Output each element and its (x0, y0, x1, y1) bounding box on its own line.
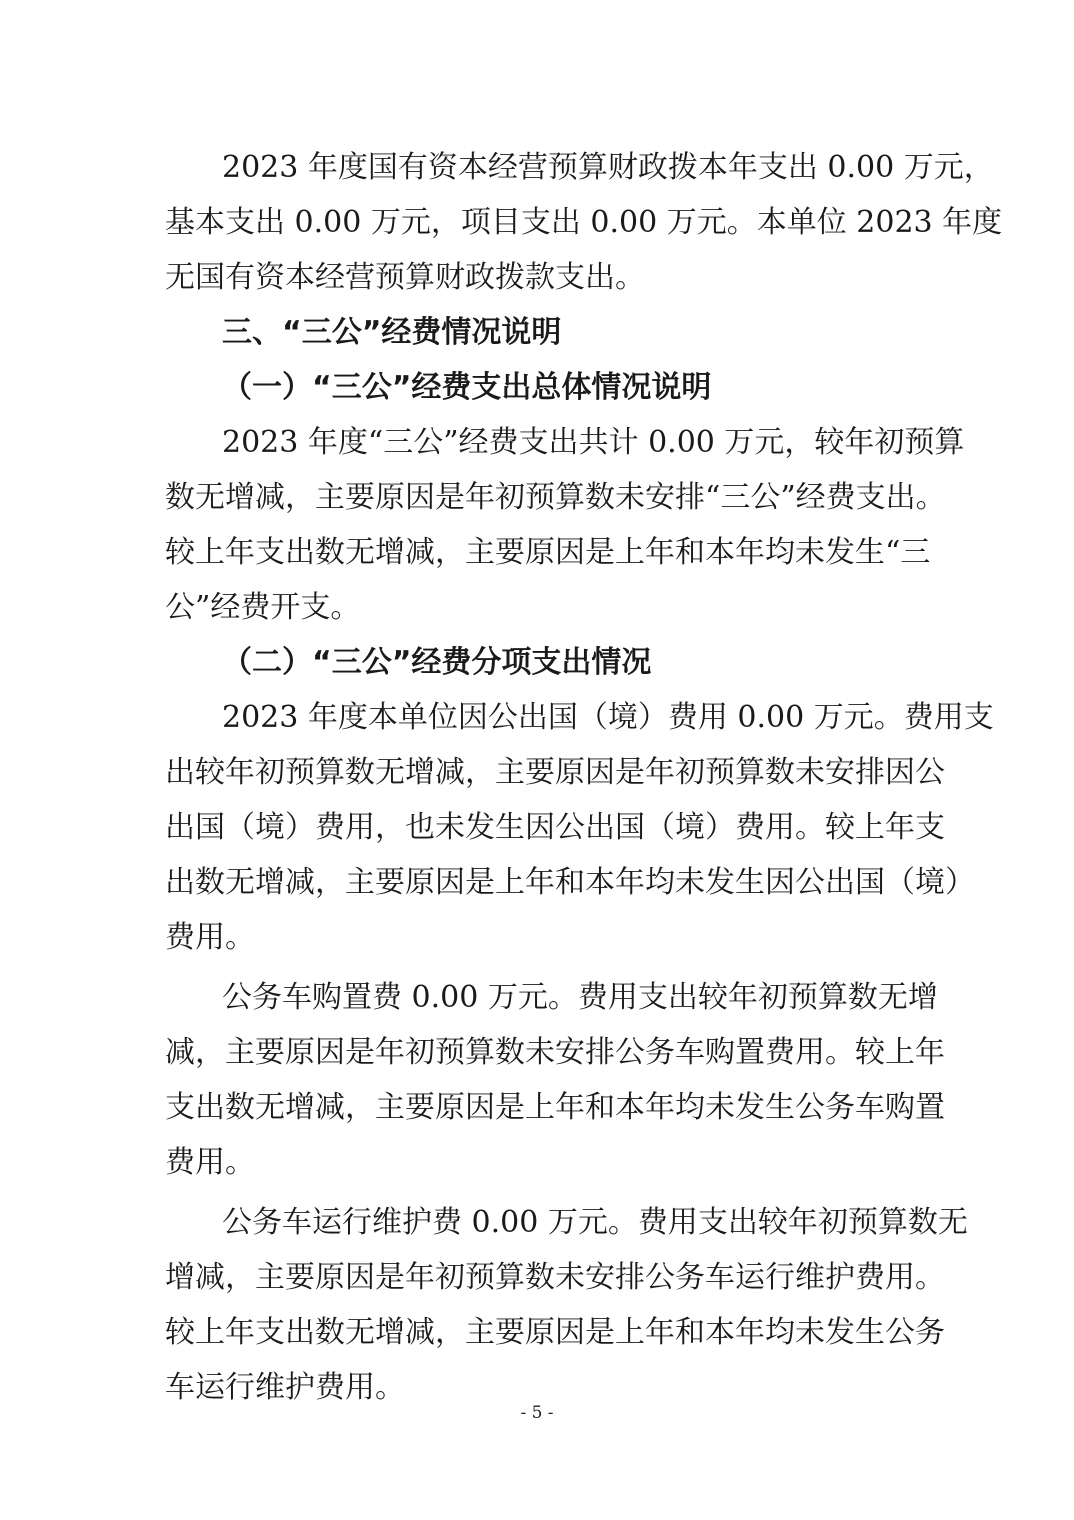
paragraph-line: 公务车运行维护费 0.00 万元。费用支出较年初预算数无 (222, 1205, 968, 1240)
page-number: - 5 - (520, 1403, 554, 1423)
paragraph-line: 费用。 (165, 920, 255, 955)
section-heading-three-public-expenses: 三、“三公”经费情况说明 (222, 315, 562, 350)
paragraph-line: 基本支出 0.00 万元，项目支出 0.00 万元。本单位 2023 年度 (165, 205, 1003, 240)
paragraph-line: 2023 年度“三公”经费支出共计 0.00 万元，较年初预算 (222, 425, 965, 460)
paragraph-line: 车运行维护费用。 (165, 1370, 405, 1405)
paragraph-line: 支出数无增减，主要原因是上年和本年均未发生公务车购置 (165, 1090, 945, 1125)
paragraph-line: 减，主要原因是年初预算数未安排公务车购置费用。较上年 (165, 1035, 945, 1070)
subsection-heading-itemized: （二）“三公”经费分项支出情况 (222, 645, 652, 680)
paragraph-line: 数无增减，主要原因是年初预算数未安排“三公”经费支出。 (165, 480, 946, 515)
paragraph-overseas-travel (165, 690, 994, 965)
paragraph-line: 2023 年度国有资本经营预算财政拨本年支出 0.00 万元， (222, 150, 994, 185)
paragraph-line: 出数无增减，主要原因是上年和本年均未发生因公出国（境） (165, 865, 975, 900)
paragraph-line: 2023 年度本单位因公出国（境）费用 0.00 万元。费用支 (222, 700, 994, 735)
paragraph-line: 无国有资本经营预算财政拨款支出。 (165, 260, 645, 295)
paragraph-line: 公务车购置费 0.00 万元。费用支出较年初预算数无增 (222, 980, 938, 1015)
paragraph-line: 出国（境）费用，也未发生因公出国（境）费用。较上年支 (165, 810, 945, 845)
paragraph-state-capital-budget (165, 140, 1003, 305)
paragraph-vehicle-purchase (165, 970, 945, 1190)
paragraph-line: 公”经费开支。 (165, 590, 361, 625)
paragraph-line: 较上年支出数无增减，主要原因是上年和本年均未发生“三 (165, 535, 931, 570)
paragraph-line: 增减，主要原因是年初预算数未安排公务车运行维护费用。 (165, 1260, 945, 1295)
paragraph-line: 出较年初预算数无增减，主要原因是年初预算数未安排因公 (165, 755, 945, 790)
page-body (165, 140, 1003, 1415)
paragraph-line: 较上年支出数无增减，主要原因是上年和本年均未发生公务 (165, 1315, 945, 1350)
paragraph-overall-expenses (165, 415, 965, 635)
paragraph-line: 费用。 (165, 1145, 255, 1180)
paragraph-vehicle-maintenance (165, 1195, 968, 1415)
subsection-heading-overall: （一）“三公”经费支出总体情况说明 (222, 370, 712, 405)
